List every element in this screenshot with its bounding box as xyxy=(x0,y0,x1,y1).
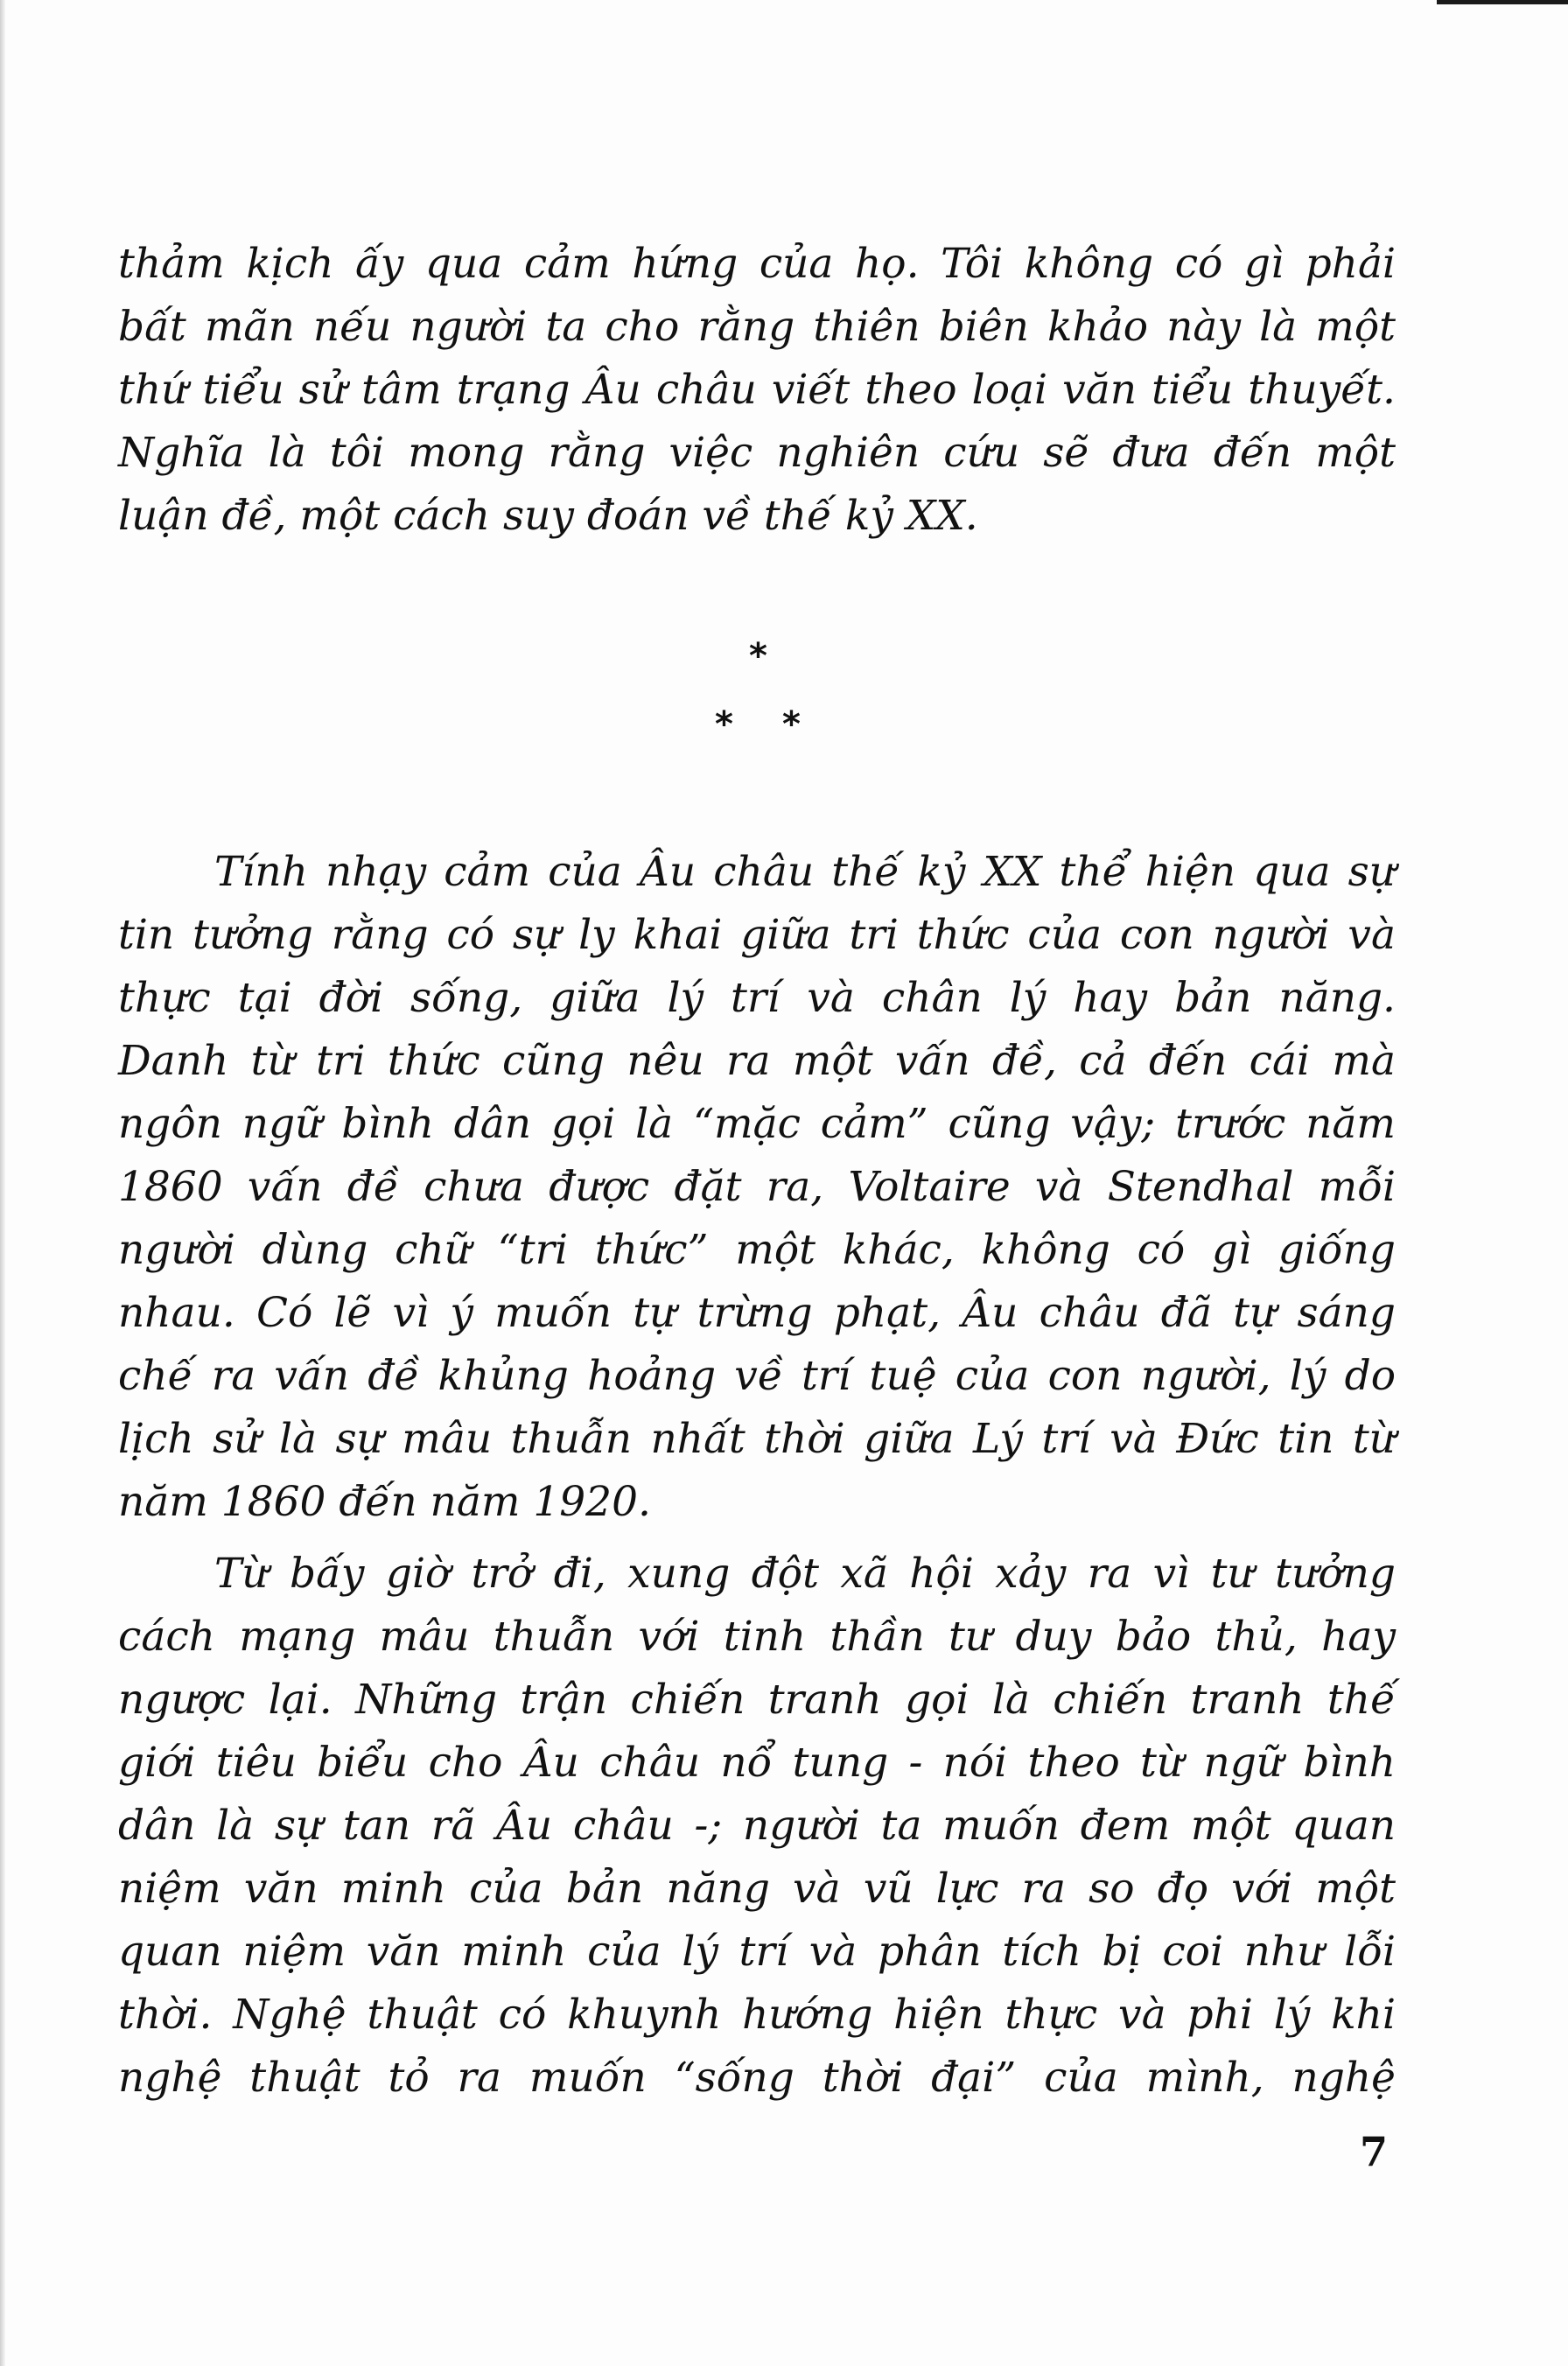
text-line: Nghĩa là tôi mong rằng việc nghiên cứu sẽ đưa đến một xyxy=(118,429,1396,477)
text-line: nhau. Có lẽ vì ý muốn tự trừng phạt, Âu châu đã tự sáng xyxy=(118,1289,1396,1337)
text-line: quan niệm văn minh của lý trí và phân tích bị coi như lỗi xyxy=(118,1928,1396,1976)
text-line: thảm kịch ấy qua cảm hứng của họ. Tôi không có gì phải xyxy=(118,240,1396,288)
text-line: niệm văn minh của bản năng và vũ lực ra so đọ với một xyxy=(118,1865,1396,1913)
text-line: luận đề, một cách suy đoán về thế kỷ XX. xyxy=(118,492,978,540)
page-left-edge xyxy=(0,0,5,2366)
text-line: thực tại đời sống, giữa lý trí và chân lý hay bản năng. xyxy=(118,974,1396,1022)
text-line: Tính nhạy cảm của Âu châu thế kỷ XX thể hiện qua sự xyxy=(214,848,1396,896)
paragraph-3 xyxy=(118,1543,1396,2110)
text-line: lịch sử là sự mâu thuẫn nhất thời giữa Lý trí và Đức tin từ xyxy=(118,1415,1396,1463)
text-line: 1860 vấn đề chưa được đặt ra, Voltaire và Stendhal mỗi xyxy=(118,1163,1396,1211)
text-line: cách mạng mâu thuẫn với tinh thần tư duy bảo thủ, hay xyxy=(118,1613,1396,1661)
text-line: chế ra vấn đề khủng hoảng về trí tuệ của con người, lý do xyxy=(118,1352,1396,1400)
text-line: nghệ thuật tỏ ra muốn “sống thời đại” của mình, nghệ xyxy=(118,2054,1396,2102)
text-line: giới tiêu biểu cho Âu châu nổ tung - nói theo từ ngữ bình xyxy=(118,1739,1396,1787)
section-separator-asterisk: * xyxy=(782,704,801,745)
section-separator-asterisk: * xyxy=(715,704,733,745)
text-line: năm 1860 đến năm 1920. xyxy=(118,1478,651,1526)
text-line: Danh từ tri thức cũng nêu ra một vấn đề, cả đến cái mà xyxy=(118,1037,1396,1085)
text-line: thời. Nghệ thuật có khuynh hướng hiện thực và phi lý khi xyxy=(118,1991,1396,2039)
text-line: Từ bấy giờ trở đi, xung đột xã hội xảy ra vì tư tưởng xyxy=(214,1550,1396,1598)
section-separator-asterisk: * xyxy=(749,636,767,676)
text-line: bất mãn nếu người ta cho rằng thiên biên khảo này là một xyxy=(118,303,1396,351)
text-line: ngược lại. Những trận chiến tranh gọi là chiến tranh thế xyxy=(118,1676,1396,1724)
page-number: 7 xyxy=(1360,2128,1389,2175)
top-edge-rule xyxy=(1437,0,1568,4)
text-line: ngôn ngữ bình dân gọi là “mặc cảm” cũng vậy; trước năm xyxy=(118,1100,1396,1148)
text-line: tin tưởng rằng có sự ly khai giữa tri thức của con người và xyxy=(118,911,1396,959)
text-line: thứ tiểu sử tâm trạng Âu châu viết theo loại văn tiểu thuyết. xyxy=(118,366,1396,414)
text-line: dân là sự tan rã Âu châu -; người ta muốn đem một quan xyxy=(118,1802,1396,1850)
text-line: người dùng chữ “tri thức” một khác, không có gì giống xyxy=(118,1226,1396,1274)
paragraph-2 xyxy=(118,841,1396,1534)
paragraph-1 xyxy=(118,233,1396,548)
